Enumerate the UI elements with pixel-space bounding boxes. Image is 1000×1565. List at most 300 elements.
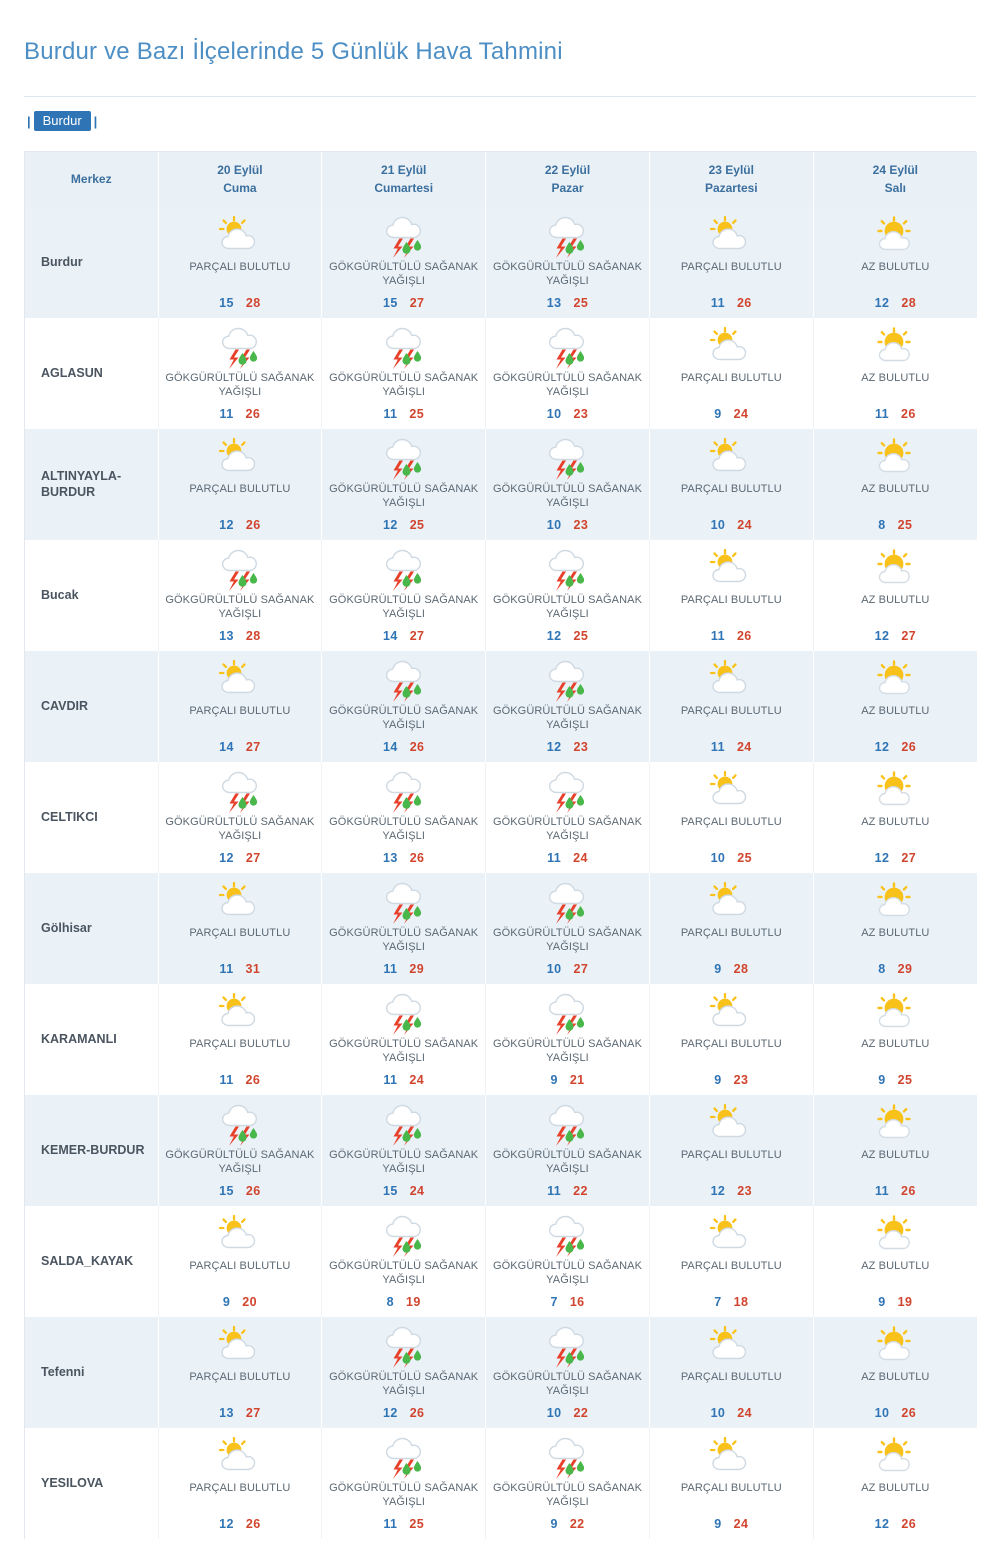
forecast-cell — [158, 207, 322, 318]
weather-description: GÖKGÜRÜLTÜLÜ SAĞANAK YAĞIŞLI — [492, 593, 643, 620]
temperature-range — [652, 740, 811, 754]
table-row — [25, 540, 977, 651]
weather-icon-container — [816, 1434, 975, 1480]
temperature-max: 25 — [897, 1072, 913, 1087]
temperature-range — [324, 1517, 483, 1531]
temperature-range — [652, 407, 811, 421]
weather-description: GÖKGÜRÜLTÜLÜ SAĞANAK YAĞIŞLI — [329, 1370, 479, 1397]
temperature-min: 11 — [383, 1516, 398, 1531]
thunderstorm-icon — [377, 1323, 431, 1369]
temperature-min: 15 — [382, 1183, 398, 1198]
temperature-range — [488, 1295, 647, 1309]
partly-cloudy-icon — [213, 215, 267, 257]
forecast-cell — [158, 1317, 322, 1428]
temperature-range — [488, 1517, 647, 1531]
temperature-range — [324, 629, 483, 643]
table-row — [25, 1206, 977, 1317]
weather-icon-container — [488, 546, 647, 592]
temperature-max: 28 — [245, 295, 261, 310]
thunderstorm-icon — [377, 768, 431, 814]
temperature-range — [488, 1184, 647, 1198]
weather-description: PARÇALI BULUTLU — [680, 260, 782, 273]
weather-description: PARÇALI BULUTLU — [680, 1037, 782, 1050]
thunderstorm-icon — [540, 546, 594, 592]
temperature-range — [161, 1184, 320, 1198]
weather-icon-container — [161, 768, 320, 814]
city-name-cell: AGLASUN — [25, 318, 158, 429]
temperature-max: 27 — [245, 1405, 261, 1420]
weather-description: GÖKGÜRÜLTÜLÜ SAĞANAK YAĞIŞLI — [492, 1259, 643, 1286]
forecast-cell — [158, 540, 322, 651]
weather-icon-container — [652, 1212, 811, 1258]
temperature-min: 11 — [547, 1183, 562, 1198]
temperature-max: 28 — [901, 295, 917, 310]
partly-cloudy-icon — [704, 215, 758, 257]
temperature-min: 9 — [714, 1072, 722, 1087]
weather-icon-container — [652, 324, 811, 370]
temperature-max: 26 — [245, 517, 261, 532]
temperature-max: 25 — [409, 517, 425, 532]
temperature-range — [652, 851, 811, 865]
weather-description: AZ BULUTLU — [861, 704, 930, 717]
thunderstorm-icon — [377, 1212, 431, 1258]
weather-description: PARÇALI BULUTLU — [189, 260, 291, 273]
temperature-max: 16 — [569, 1294, 585, 1309]
forecast-cell — [158, 762, 322, 873]
forecast-cell — [649, 873, 813, 984]
partly-cloudy-icon — [213, 881, 267, 923]
temperature-min: 12 — [382, 517, 398, 532]
weather-icon-container — [652, 1101, 811, 1147]
weather-icon-container — [161, 1212, 320, 1258]
forecast-cell — [322, 984, 486, 1095]
temperature-min: 9 — [714, 406, 722, 421]
temperature-max: 26 — [409, 1405, 425, 1420]
forecast-cell — [486, 762, 650, 873]
day-2-date: 21 Eylül — [381, 163, 427, 178]
tab-separator-left: | — [27, 113, 31, 129]
weather-icon-container — [652, 1434, 811, 1480]
column-header-day-2 — [322, 152, 486, 207]
temperature-min: 12 — [874, 850, 890, 865]
temperature-max: 22 — [573, 1405, 589, 1420]
city-name-cell: CELTIKCI — [25, 762, 158, 873]
weather-description: GÖKGÜRÜLTÜLÜ SAĞANAK YAĞIŞLI — [329, 593, 479, 620]
partly-cloudy-icon — [704, 1436, 758, 1478]
weather-description: GÖKGÜRÜLTÜLÜ SAĞANAK YAĞIŞLI — [329, 1259, 479, 1286]
temperature-range — [652, 1295, 811, 1309]
temperature-max: 26 — [900, 1183, 916, 1198]
weather-icon-container — [161, 435, 320, 481]
partly-cloudy-icon — [213, 1214, 267, 1256]
temperature-range — [324, 1406, 483, 1420]
column-header-day-3 — [486, 152, 650, 207]
temperature-range — [816, 1295, 975, 1309]
temperature-min: 9 — [222, 1294, 231, 1309]
temperature-min: 11 — [219, 406, 234, 421]
temperature-max: 18 — [733, 1294, 749, 1309]
day-3-name: Pazar — [551, 180, 584, 195]
table-row — [25, 762, 977, 873]
temperature-min: 7 — [550, 1294, 558, 1309]
partly-cloudy-icon — [213, 437, 267, 479]
forecast-cell — [486, 1206, 650, 1317]
table-row — [25, 1317, 977, 1428]
weather-icon-container — [161, 213, 320, 259]
weather-icon-container — [324, 990, 483, 1036]
column-header-day-1 — [158, 152, 322, 207]
temperature-max: 23 — [733, 1072, 749, 1087]
temperature-min: 9 — [550, 1072, 558, 1087]
temperature-range — [161, 407, 320, 421]
temperature-range — [816, 962, 975, 976]
day-1-date: 20 Eylül — [217, 163, 263, 178]
forecast-cell — [322, 429, 486, 540]
city-name-cell: SALDA_KAYAK — [25, 1206, 158, 1317]
weather-description: AZ BULUTLU — [861, 260, 930, 273]
temperature-min: 9 — [714, 961, 722, 976]
forecast-cell — [649, 1317, 813, 1428]
forecast-cell — [649, 984, 813, 1095]
weather-icon-container — [652, 657, 811, 703]
temperature-min: 12 — [874, 739, 890, 754]
temperature-min: 8 — [878, 517, 886, 532]
header-row — [25, 152, 977, 207]
partly-cloudy-icon — [213, 1325, 267, 1367]
forecast-cell — [813, 651, 977, 762]
partly-cloudy-icon — [704, 1214, 758, 1256]
weather-description: AZ BULUTLU — [861, 1370, 930, 1383]
thunderstorm-icon — [540, 657, 594, 703]
temperature-max: 27 — [245, 739, 261, 754]
temperature-max: 23 — [573, 739, 589, 754]
forecast-cell — [486, 1428, 650, 1539]
weather-icon-container — [161, 1101, 320, 1147]
thunderstorm-icon — [540, 1323, 594, 1369]
few-clouds-icon — [868, 1436, 922, 1478]
temperature-min: 15 — [382, 295, 398, 310]
temperature-max: 25 — [897, 517, 913, 532]
forecast-cell — [322, 1095, 486, 1206]
temperature-min: 11 — [710, 628, 725, 643]
day-4-name: Pazartesi — [704, 180, 758, 195]
forecast-cell — [813, 984, 977, 1095]
temperature-range — [324, 1295, 483, 1309]
weather-icon-container — [161, 1434, 320, 1480]
thunderstorm-icon — [213, 546, 267, 592]
weather-description: PARÇALI BULUTLU — [189, 1370, 291, 1383]
partly-cloudy-icon — [704, 992, 758, 1034]
few-clouds-icon — [868, 770, 922, 812]
temperature-max: 19 — [897, 1294, 913, 1309]
weather-icon-container — [488, 1323, 647, 1369]
weather-description: PARÇALI BULUTLU — [189, 1481, 291, 1494]
temperature-range — [816, 740, 975, 754]
forecast-cell — [813, 1095, 977, 1206]
temperature-min: 9 — [878, 1294, 886, 1309]
temperature-max: 28 — [245, 628, 261, 643]
temperature-max: 22 — [569, 1516, 585, 1531]
weather-icon-container — [488, 1212, 647, 1258]
weather-description: AZ BULUTLU — [861, 815, 930, 828]
weather-icon-container — [161, 990, 320, 1036]
few-clouds-icon — [868, 326, 922, 368]
temperature-max: 22 — [573, 1183, 588, 1198]
forecast-cell — [322, 1317, 486, 1428]
forecast-cell — [649, 207, 813, 318]
temperature-min: 10 — [546, 517, 562, 532]
temperature-max: 26 — [736, 628, 752, 643]
weather-description: PARÇALI BULUTLU — [680, 704, 782, 717]
forecast-table-body — [25, 207, 977, 1539]
temperature-min: 11 — [710, 295, 725, 310]
temperature-max: 24 — [737, 517, 752, 532]
temperature-max: 24 — [409, 1072, 425, 1087]
forecast-cell — [322, 540, 486, 651]
temperature-min: 10 — [710, 517, 726, 532]
temperature-max: 24 — [736, 739, 752, 754]
temperature-max: 23 — [737, 1183, 752, 1198]
forecast-cell — [813, 1428, 977, 1539]
temperature-range — [816, 296, 975, 310]
temperature-min: 10 — [546, 406, 562, 421]
temperature-max: 27 — [409, 628, 425, 643]
temperature-range — [161, 518, 320, 532]
temperature-min: 7 — [714, 1294, 722, 1309]
day-4-date: 23 Eylül — [708, 163, 754, 178]
weather-description: AZ BULUTLU — [861, 1148, 930, 1161]
temperature-max: 24 — [733, 1516, 749, 1531]
forecast-cell — [486, 1095, 650, 1206]
column-header-day-5 — [813, 152, 977, 207]
few-clouds-icon — [868, 437, 922, 479]
temperature-min: 13 — [219, 628, 234, 643]
temperature-max: 26 — [409, 850, 425, 865]
temperature-range — [488, 740, 647, 754]
weather-icon-container — [488, 1434, 647, 1480]
temperature-range — [324, 407, 483, 421]
temperature-max: 26 — [901, 1516, 917, 1531]
column-header-merkez — [25, 152, 158, 207]
partly-cloudy-icon — [704, 881, 758, 923]
temperature-min: 12 — [874, 295, 890, 310]
weather-description: GÖKGÜRÜLTÜLÜ SAĞANAK YAĞIŞLI — [329, 260, 479, 287]
weather-icon-container — [161, 324, 320, 370]
city-name-cell: KEMER-BURDUR — [25, 1095, 158, 1206]
forecast-cell — [486, 318, 650, 429]
temperature-max: 26 — [245, 1516, 261, 1531]
partly-cloudy-icon — [704, 770, 758, 812]
weather-icon-container — [488, 768, 647, 814]
temperature-min: 14 — [219, 739, 234, 754]
forecast-cell — [813, 762, 977, 873]
thunderstorm-icon — [377, 657, 431, 703]
weather-icon-container — [324, 657, 483, 703]
temperature-min: 10 — [710, 1405, 726, 1420]
thunderstorm-icon — [377, 1101, 431, 1147]
partly-cloudy-icon — [213, 992, 267, 1034]
tab-burdur[interactable]: Burdur — [34, 111, 91, 131]
weather-description: GÖKGÜRÜLTÜLÜ SAĞANAK YAĞIŞLI — [329, 1148, 479, 1175]
temperature-range — [324, 296, 483, 310]
temperature-range — [652, 1184, 811, 1198]
temperature-max: 27 — [901, 628, 917, 643]
temperature-min: 14 — [382, 628, 398, 643]
temperature-max: 19 — [406, 1294, 421, 1309]
temperature-range — [161, 962, 320, 976]
temperature-min: 11 — [547, 850, 562, 865]
temperature-max: 27 — [245, 850, 261, 865]
weather-icon-container — [324, 1323, 483, 1369]
weather-icon-container — [816, 324, 975, 370]
partly-cloudy-icon — [704, 548, 758, 590]
forecast-cell — [649, 1206, 813, 1317]
weather-icon-container — [324, 1101, 483, 1147]
weather-icon-container — [324, 768, 483, 814]
temperature-min: 11 — [383, 406, 398, 421]
temperature-range — [324, 851, 483, 865]
forecast-cell — [486, 429, 650, 540]
temperature-range — [816, 1184, 975, 1198]
forecast-cell — [649, 1428, 813, 1539]
temperature-min: 9 — [714, 1516, 722, 1531]
weather-icon-container — [161, 879, 320, 925]
temperature-min: 10 — [546, 961, 562, 976]
weather-icon-container — [816, 657, 975, 703]
day-5-name: Salı — [884, 180, 907, 195]
temperature-range — [488, 1406, 647, 1420]
temperature-max: 24 — [737, 1405, 752, 1420]
weather-description: PARÇALI BULUTLU — [680, 371, 782, 384]
forecast-cell — [649, 651, 813, 762]
forecast-cell — [158, 318, 322, 429]
temperature-min: 13 — [382, 850, 398, 865]
temperature-min: 12 — [874, 628, 890, 643]
forecast-cell — [486, 873, 650, 984]
temperature-max: 20 — [242, 1294, 257, 1309]
weather-description: GÖKGÜRÜLTÜLÜ SAĞANAK YAĞIŞLI — [492, 704, 643, 731]
weather-description: PARÇALI BULUTLU — [189, 704, 291, 717]
weather-description: PARÇALI BULUTLU — [189, 1259, 291, 1272]
temperature-max: 29 — [897, 961, 913, 976]
thunderstorm-icon — [540, 1101, 594, 1147]
temperature-min: 14 — [382, 739, 398, 754]
weather-description: GÖKGÜRÜLTÜLÜ SAĞANAK YAĞIŞLI — [165, 371, 315, 398]
weather-icon-container — [161, 546, 320, 592]
forecast-cell — [649, 1095, 813, 1206]
temperature-max: 25 — [737, 850, 752, 865]
temperature-min: 15 — [219, 295, 234, 310]
temperature-max: 23 — [573, 406, 589, 421]
weather-icon-container — [816, 1101, 975, 1147]
weather-icon-container — [488, 213, 647, 259]
forecast-cell — [813, 1317, 977, 1428]
temperature-min: 13 — [546, 295, 562, 310]
temperature-max: 25 — [573, 628, 589, 643]
forecast-cell — [813, 429, 977, 540]
few-clouds-icon — [868, 992, 922, 1034]
forecast-cell — [322, 318, 486, 429]
weather-description: GÖKGÜRÜLTÜLÜ SAĞANAK YAĞIŞLI — [329, 482, 479, 509]
forecast-cell — [813, 318, 977, 429]
forecast-cell — [158, 873, 322, 984]
weather-description: GÖKGÜRÜLTÜLÜ SAĞANAK YAĞIŞLI — [329, 1037, 479, 1064]
city-name-cell: Gölhisar — [25, 873, 158, 984]
forecast-table-container — [24, 151, 976, 1539]
weather-description: GÖKGÜRÜLTÜLÜ SAĞANAK YAĞIŞLI — [492, 1148, 643, 1175]
thunderstorm-icon — [540, 213, 594, 259]
forecast-cell — [649, 762, 813, 873]
weather-icon-container — [488, 435, 647, 481]
thunderstorm-icon — [377, 546, 431, 592]
temperature-min: 8 — [386, 1294, 395, 1309]
forecast-cell — [158, 429, 322, 540]
temperature-min: 12 — [219, 1516, 234, 1531]
temperature-max: 25 — [573, 295, 589, 310]
city-name-cell: ALTINYAYLA-BURDUR — [25, 429, 158, 540]
temperature-range — [816, 407, 975, 421]
temperature-range — [488, 851, 647, 865]
forecast-cell — [486, 1317, 650, 1428]
temperature-range — [161, 1295, 320, 1309]
temperature-range — [324, 1073, 483, 1087]
weather-icon-container — [652, 435, 811, 481]
forecast-cell — [813, 1206, 977, 1317]
forecast-cell — [486, 651, 650, 762]
temperature-min: 8 — [878, 961, 886, 976]
temperature-range — [324, 962, 483, 976]
thunderstorm-icon — [540, 324, 594, 370]
city-name-cell: Tefenni — [25, 1317, 158, 1428]
forecast-cell — [322, 1428, 486, 1539]
weather-icon-container — [324, 324, 483, 370]
weather-icon-container — [652, 213, 811, 259]
temperature-max: 27 — [901, 850, 917, 865]
temperature-min: 10 — [874, 1405, 890, 1420]
weather-icon-container — [816, 435, 975, 481]
weather-description: PARÇALI BULUTLU — [189, 482, 291, 495]
thunderstorm-icon — [377, 324, 431, 370]
table-row — [25, 207, 977, 318]
temperature-max: 28 — [733, 961, 749, 976]
weather-icon-container — [488, 990, 647, 1036]
temperature-min: 12 — [546, 739, 562, 754]
temperature-max: 24 — [409, 1183, 425, 1198]
weather-icon-container — [816, 213, 975, 259]
weather-icon-container — [324, 213, 483, 259]
table-row — [25, 651, 977, 762]
partly-cloudy-icon — [213, 659, 267, 701]
column-header-merkez-label: Merkez — [70, 171, 112, 186]
weather-description: AZ BULUTLU — [861, 482, 930, 495]
temperature-min: 11 — [219, 961, 234, 976]
city-name-cell: CAVDIR — [25, 651, 158, 762]
thunderstorm-icon — [377, 213, 431, 259]
temperature-max: 26 — [409, 739, 425, 754]
weather-icon-container — [652, 990, 811, 1036]
weather-icon-container — [324, 435, 483, 481]
weather-icon-container — [324, 1212, 483, 1258]
thunderstorm-icon — [377, 879, 431, 925]
city-tabs — [0, 97, 1000, 141]
weather-icon-container — [816, 1212, 975, 1258]
few-clouds-icon — [868, 215, 922, 257]
weather-icon-container — [488, 324, 647, 370]
weather-description: GÖKGÜRÜLTÜLÜ SAĞANAK YAĞIŞLI — [165, 593, 315, 620]
weather-description: PARÇALI BULUTLU — [680, 1148, 782, 1161]
weather-description: GÖKGÜRÜLTÜLÜ SAĞANAK YAĞIŞLI — [165, 815, 315, 842]
temperature-range — [652, 296, 811, 310]
